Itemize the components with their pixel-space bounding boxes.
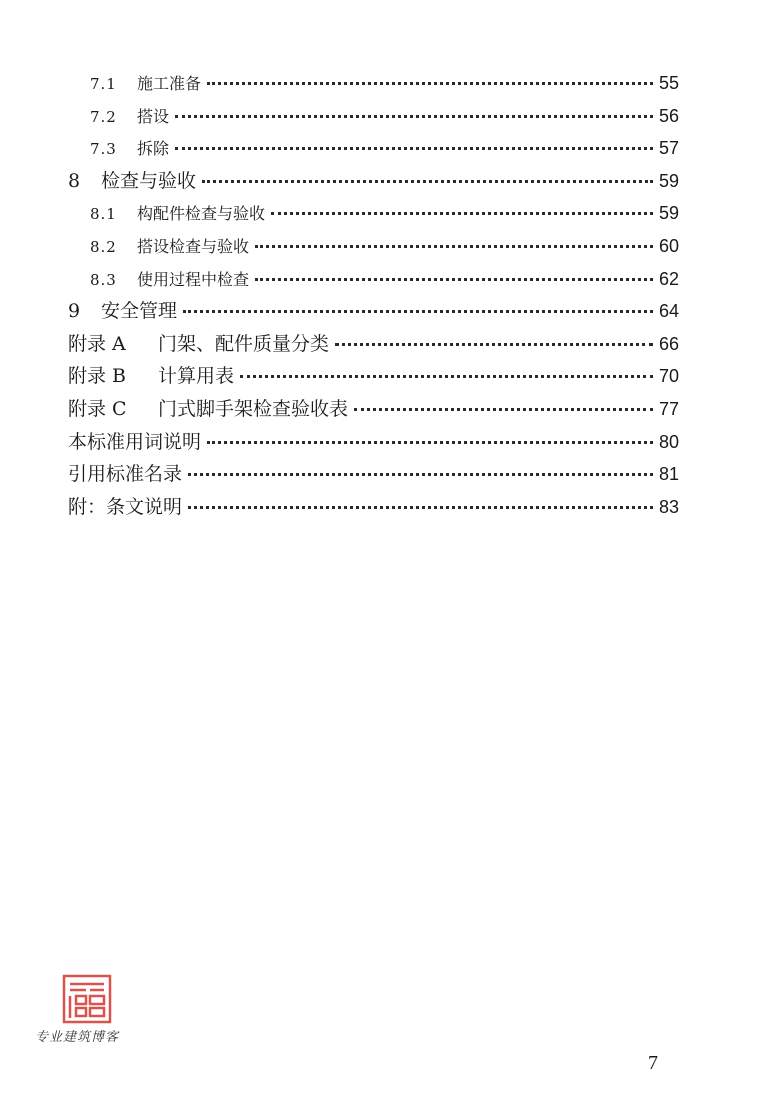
toc-entry-title: 安全管理 xyxy=(101,300,178,323)
toc-entry-title: 引用标准名录 xyxy=(68,463,183,486)
toc-entry-number: 附录 B xyxy=(68,365,127,388)
toc-entry-number: 9 xyxy=(68,300,81,323)
toc-entry-page: 57 xyxy=(658,138,679,159)
toc-entry-number: 附录 C xyxy=(68,398,127,420)
seal-logo-icon xyxy=(62,974,112,1024)
toc-dot-leader xyxy=(183,310,653,313)
toc-dot-leader xyxy=(188,473,653,476)
toc-entry-number: 8.1 xyxy=(90,205,117,224)
toc-entry-title: 搭设检查与验收 xyxy=(137,237,250,256)
toc-entry xyxy=(68,394,679,424)
toc-dot-leader xyxy=(271,212,653,215)
toc-entry-number: 7.3 xyxy=(90,140,117,159)
toc-entry-page: 59 xyxy=(658,170,679,191)
toc-entry xyxy=(68,329,679,359)
watermark-caption: 专业建筑博客 xyxy=(35,1030,120,1045)
toc-entry xyxy=(90,264,679,294)
toc-entry-title: 拆除 xyxy=(137,139,170,159)
toc-entry-page: 77 xyxy=(658,399,679,419)
toc-entry-page: 64 xyxy=(658,301,679,322)
toc-entry-page: 62 xyxy=(658,268,679,289)
toc-entry-number: 附录 A xyxy=(68,332,126,355)
toc-entry-page: 70 xyxy=(658,366,679,387)
toc-entry-title: 施工准备 xyxy=(137,74,202,93)
toc-entry xyxy=(68,492,679,522)
toc-dot-leader xyxy=(175,147,653,150)
toc-dot-leader xyxy=(255,245,653,248)
toc-entry xyxy=(68,361,679,391)
toc-entry-title: 使用过程中检查 xyxy=(137,269,250,289)
toc-entry-title: 搭设 xyxy=(137,106,170,126)
toc-dot-leader xyxy=(207,82,653,85)
toc-dot-leader xyxy=(255,278,653,281)
toc-entry xyxy=(90,101,679,131)
toc-entry xyxy=(90,133,679,163)
toc-entry-title: 门架、配件质量分类 xyxy=(158,332,330,355)
toc-entry xyxy=(68,459,679,489)
toc-entry-number: 7.2 xyxy=(90,107,117,126)
toc-entry-number: 8 xyxy=(68,169,81,192)
toc-entry-page: 80 xyxy=(658,431,679,452)
toc-entry-title: 本标准用词说明 xyxy=(68,430,202,453)
toc-entry xyxy=(90,198,679,228)
toc-entry-page: 66 xyxy=(658,333,679,354)
toc-dot-leader xyxy=(175,115,653,118)
toc-entry xyxy=(68,427,679,457)
toc-dot-leader xyxy=(202,180,653,183)
toc-entry-page: 59 xyxy=(658,203,679,224)
toc-entry-title: 计算用表 xyxy=(158,365,235,388)
toc-dot-leader xyxy=(207,441,653,444)
toc-entry-title: 附：条文说明 xyxy=(68,495,183,518)
toc-dot-leader xyxy=(354,408,653,411)
toc-entry xyxy=(68,296,679,326)
toc-entry xyxy=(90,68,679,98)
toc-entry-title: 门式脚手架检查验收表 xyxy=(158,398,349,420)
toc-entry-page: 60 xyxy=(658,236,679,256)
toc-dot-leader xyxy=(335,343,653,346)
toc-entry-title: 构配件检查与验收 xyxy=(137,204,266,224)
toc-dot-leader xyxy=(240,375,653,378)
toc-entry-title: 检查与验收 xyxy=(101,169,197,192)
page-number: 7 xyxy=(648,1052,658,1074)
toc-entry xyxy=(68,166,679,196)
toc-entry-page: 56 xyxy=(658,105,679,126)
toc-entry-number: 8.3 xyxy=(90,270,117,289)
toc-entry-page: 81 xyxy=(658,464,679,485)
toc-entry-number: 7.1 xyxy=(90,75,117,93)
toc-entry xyxy=(90,231,679,261)
toc-entry-number: 8.2 xyxy=(90,238,117,256)
toc-dot-leader xyxy=(188,506,653,509)
toc-entry-page: 83 xyxy=(658,496,679,517)
toc-entry-page: 55 xyxy=(658,73,679,93)
